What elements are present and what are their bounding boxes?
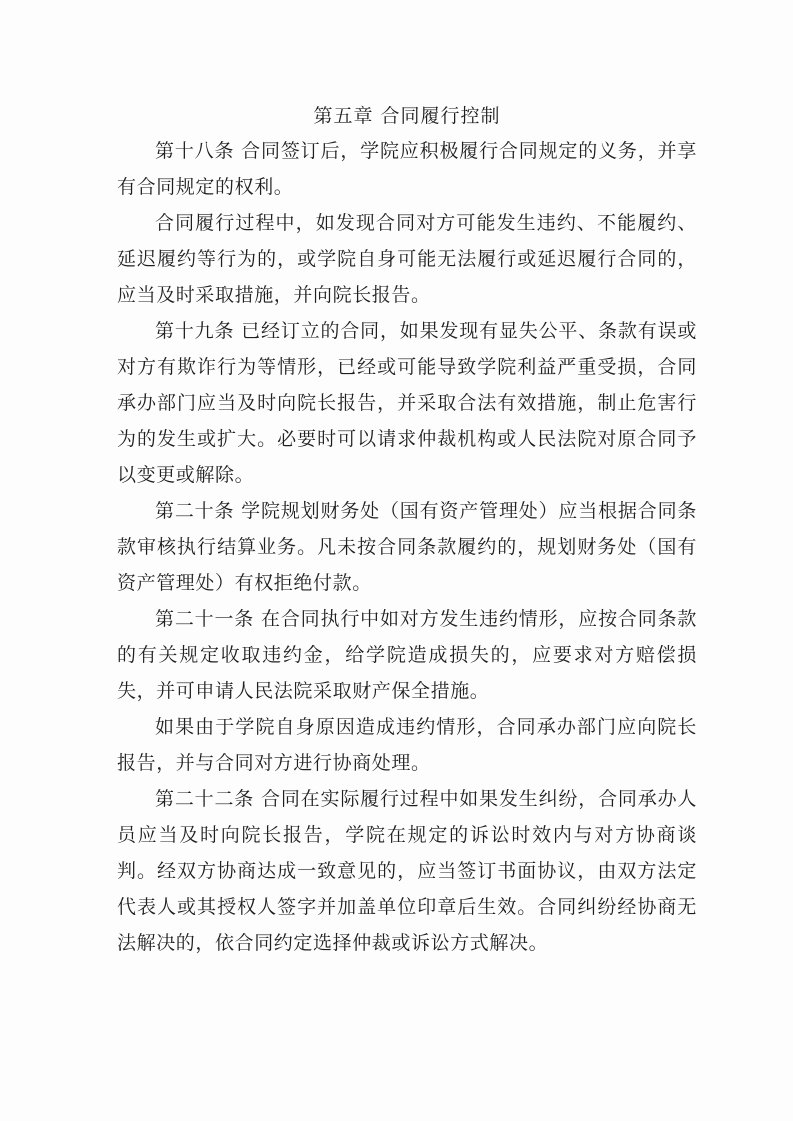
paragraph-article-21-self-breach: 如果由于学院自身原因造成违约情形，合同承办部门应向院长报告，并与合同对方进行协商处理。 — [117, 716, 697, 774]
paragraph-article-21: 第二十一条 在合同执行中如对方发生违约情形，应按合同条款的有关规定收取违约金，给学院造成损失的，应要求对方赔偿损失，并可申请人民法院采取财产保全措施。 — [117, 608, 697, 702]
paragraph-article-20: 第二十条 学院规划财务处（国有资产管理处）应当根据合同条款审核执行结算业务。凡未按合同条款履约的，规划财务处（国有资产管理处）有权拒绝付款。 — [117, 500, 697, 594]
paragraph-article-19: 第十九条 已经订立的合同，如果发现有显失公平、条款有误或对方有欺诈行为等情形，已经或可能导致学院利益严重受损，合同承办部门应当及时向院长报告，并采取合法有效措施，制止危害行为的发生或扩大。必要时可以请求仲裁机构或人民法院对原合同予以变更或解除。 — [117, 320, 697, 486]
paragraph-article-22: 第二十二条 合同在实际履行过程中如果发生纠纷，合同承办人员应当及时向院长报告，学院在规定的诉讼时效内与对方协商谈判。经双方协商达成一致意见的，应当签订书面协议，由双方法定代表人或其授权人签字并加盖单位印章后生效。合同纠纷经协商无法解决的，依合同约定选择仲裁或诉讼方式解决。 — [117, 788, 697, 954]
chapter-title: 第五章 合同履行控制 — [313, 105, 501, 127]
document-body — [117, 98, 697, 961]
paragraph-article-18-performance: 合同履行过程中，如发现合同对方可能发生违约、不能履约、延迟履约等行为的，或学院自身可能无法履行或延迟履行合同的，应当及时采取措施，并向院长报告。 — [117, 212, 697, 306]
paragraph-article-18: 第十八条 合同签订后，学院应积极履行合同规定的义务，并享有合同规定的权利。 — [117, 140, 697, 198]
